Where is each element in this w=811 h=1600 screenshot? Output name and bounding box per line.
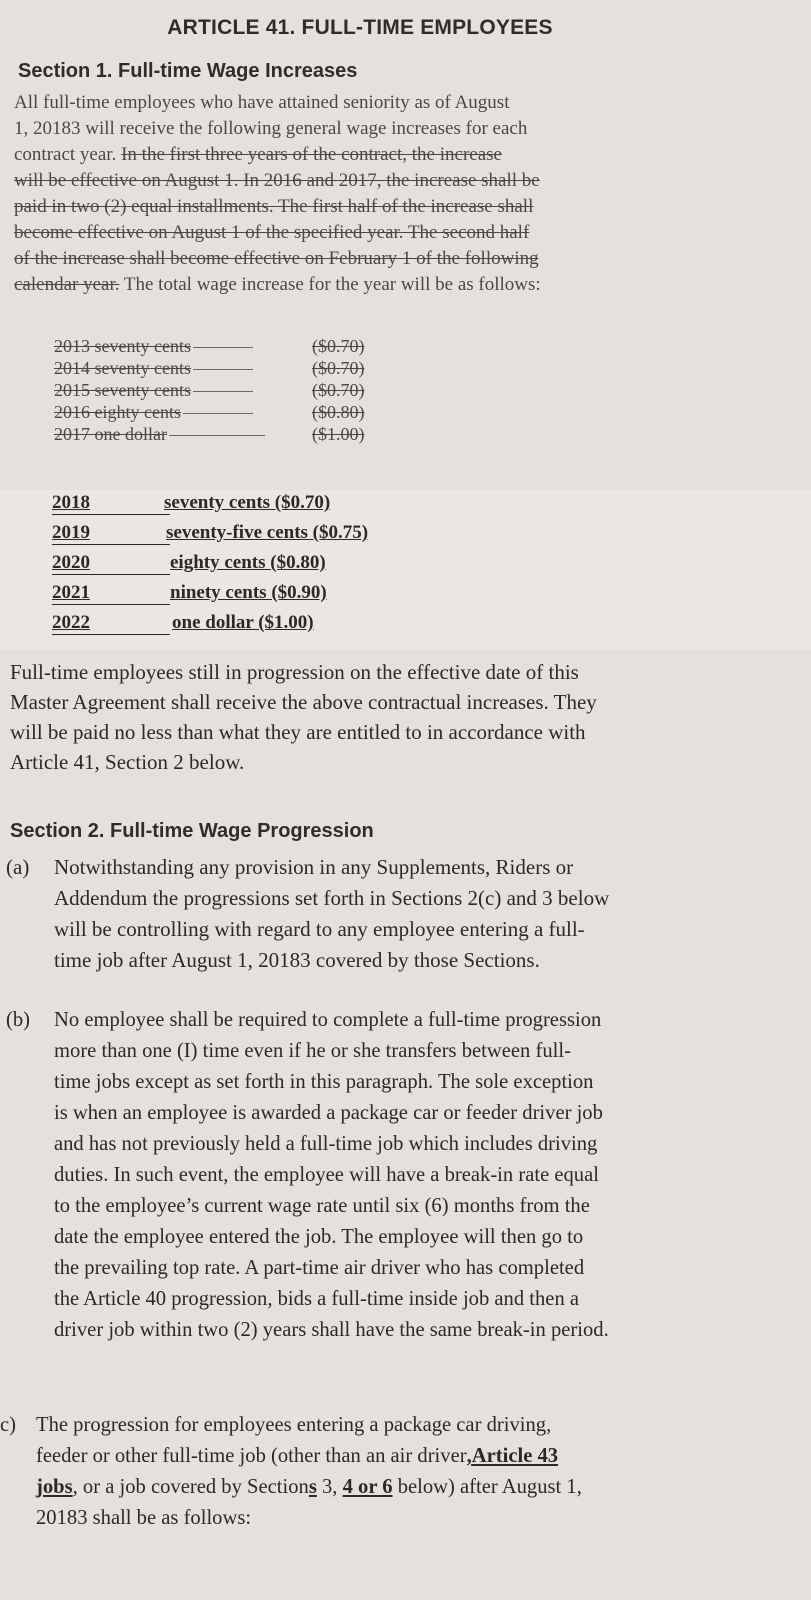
clause-text-part: feeder or other full-time job (other than an air driver (36, 1445, 467, 1467)
clause-line: to the employee’s current wage rate until six (6) months from the (54, 1195, 590, 1217)
clause-line: No employee shall be required to complete a full-time progression (54, 1009, 602, 1031)
para-line: Full-time employees still in progression on the effective date of this (10, 660, 579, 684)
new-increase-year: 2020 (52, 552, 90, 573)
inserted-article-43: Article 43 (471, 1445, 559, 1467)
old-increase-row (54, 357, 365, 379)
new-increase-row (52, 548, 326, 578)
old-increase-row (54, 423, 365, 445)
para-line (14, 194, 714, 220)
struck-text: of the increase shall become effective on February 1 of the following (14, 248, 539, 269)
leader-line (193, 391, 253, 392)
plain-text: The total wage increase for the year will be as follows: (119, 274, 541, 295)
struck-text: In the first three years of the contract, the increase (121, 144, 502, 165)
clause-line: 20183 shall be as follows: (36, 1507, 252, 1529)
rule-line (52, 574, 170, 575)
para-line (14, 246, 714, 272)
plain-text: contract year. (14, 144, 122, 165)
para-line: will be paid no less than what they are entitled to in accordance with (10, 720, 586, 744)
old-increase-row (54, 335, 365, 357)
struck-text: will be effective on August 1. In 2016 and 2017, the increase shall be (14, 170, 540, 191)
old-increases-table (54, 335, 365, 445)
clause-label: c) (0, 1414, 16, 1436)
inserted-s: s (308, 1476, 317, 1498)
leader-line (193, 347, 253, 348)
old-increase-label: 2015 seventy cents (54, 380, 191, 400)
leader-line (193, 369, 253, 370)
clause-text (54, 1005, 776, 1346)
clause-line: Notwithstanding any provision in any Supplements, Riders or (54, 855, 574, 879)
clause-line (36, 1472, 770, 1503)
clause-label: (b) (6, 1009, 31, 1031)
para-line: Master Agreement shall receive the above contractual increases. They (10, 690, 597, 714)
new-increases-table (52, 488, 369, 638)
struck-text: calendar year. (14, 274, 120, 295)
para-line: Article 41, Section 2 below. (10, 750, 245, 774)
section1-paragraph (14, 90, 714, 298)
old-increase-amount: ($0.70) (312, 358, 365, 378)
para-line (14, 142, 714, 168)
old-increase-amount: ($0.70) (312, 380, 365, 400)
new-increase-year: 2019 (52, 522, 90, 543)
clause-line: the Article 40 progression, bids a full-time inside job and then a (54, 1288, 580, 1310)
clause-line: more than one (I) time even if he or she transfers between full- (54, 1040, 571, 1062)
old-increase-label: 2014 seventy cents (54, 358, 191, 378)
new-increase-amount: one dollar ($1.00) (172, 612, 314, 633)
clause-line: duties. In such event, the employee will have a break-in rate equal (54, 1164, 599, 1186)
leader-line (183, 413, 253, 414)
inserted-comma: , (466, 1445, 472, 1467)
new-increase-year: 2021 (52, 582, 90, 603)
clause-line: and has not previously held a full-time job which includes driving (54, 1133, 598, 1155)
new-increase-amount: seventy cents ($0.70) (164, 492, 331, 513)
new-increase-amount: seventy-five cents ($0.75) (166, 522, 369, 543)
rule-line (52, 544, 170, 545)
clause-line: driver job within two (2) years shall have the same break-in period. (54, 1319, 609, 1341)
clause-text-part: , or a job covered by Section (72, 1476, 309, 1498)
para-line: 1, 20183 will receive the following general wage increases for each (14, 118, 528, 139)
clause-line: the prevailing top rate. A part-time air driver who has completed (54, 1257, 585, 1279)
clause-text-part: 3, (316, 1476, 343, 1498)
clause-line (36, 1441, 770, 1472)
rule-line (52, 514, 170, 515)
clause-line: time jobs except as set forth in this paragraph. The sole exception (54, 1071, 594, 1093)
para-line (14, 220, 714, 246)
new-increase-year: 2018 (52, 492, 90, 513)
clause-line: time job after August 1, 20183 covered by those Sections. (54, 948, 540, 972)
new-increase-row (52, 518, 369, 548)
rule-line (52, 604, 170, 605)
clause-text-part: below) after August 1, (392, 1476, 582, 1498)
clause-a (6, 852, 776, 976)
clause-line: The progression for employees entering a package car driving, (36, 1414, 552, 1436)
old-increase-row (54, 401, 365, 423)
para-line (14, 168, 714, 194)
old-increase-label: 2016 eighty cents (54, 402, 181, 422)
clause-line: is when an employee is awarded a package car or feeder driver job (54, 1102, 603, 1124)
progression-paragraph (10, 657, 730, 777)
old-increase-amount: ($0.70) (312, 336, 365, 356)
clause-line: date the employee entered the job. The employee will then go to (54, 1226, 584, 1248)
clause-text (54, 852, 776, 976)
clause-line: will be controlling with regard to any employee entering a full- (54, 917, 585, 941)
new-increase-amount: eighty cents ($0.80) (170, 552, 326, 573)
clause-b (6, 1005, 776, 1346)
leader-line (169, 435, 265, 436)
old-increase-label: 2013 seventy cents (54, 336, 191, 356)
clause-label: (a) (6, 855, 30, 879)
struck-text: become effective on August 1 of the specified year. The second half (14, 222, 530, 243)
inserted-jobs: jobs (36, 1476, 73, 1498)
new-increase-row (52, 488, 331, 518)
old-increase-amount: ($0.80) (312, 402, 365, 422)
clause-text (36, 1410, 770, 1534)
old-increase-row (54, 379, 365, 401)
new-increase-year: 2022 (52, 612, 90, 633)
clause-c (0, 1410, 770, 1534)
new-increase-row (52, 578, 327, 608)
rule-line (52, 634, 170, 635)
para-line: All full-time employees who have attained seniority as of August (14, 92, 510, 113)
para-line (14, 272, 714, 298)
clause-line: Addendum the progressions set forth in Sections 2(c) and 3 below (54, 886, 610, 910)
old-increase-label: 2017 one dollar (54, 424, 167, 444)
section1-heading: Section 1. Full-time Wage Increases (18, 60, 358, 82)
article-title: ARTICLE 41. FULL-TIME EMPLOYEES (167, 16, 553, 39)
new-increase-row (52, 608, 314, 638)
section2-heading: Section 2. Full-time Wage Progression (10, 820, 374, 842)
new-increase-amount: ninety cents ($0.90) (170, 582, 327, 603)
old-increase-amount: ($1.00) (312, 424, 365, 444)
struck-text: paid in two (2) equal installments. The first half of the increase shall (14, 196, 534, 217)
inserted-4-or-6: 4 or 6 (342, 1476, 393, 1498)
